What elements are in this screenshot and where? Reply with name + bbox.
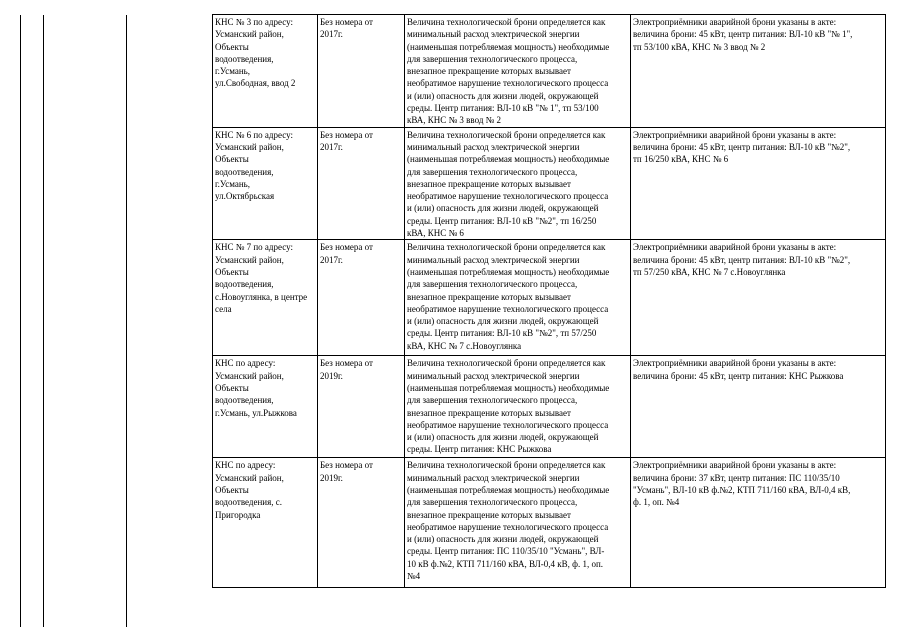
receivers-cell — [631, 15, 886, 128]
reserve-table — [212, 14, 886, 588]
table-row — [213, 15, 886, 128]
left-margin-line-2 — [43, 15, 44, 627]
description-cell — [405, 15, 631, 128]
table-row — [213, 240, 886, 356]
receivers-cell — [631, 356, 886, 458]
object-text: КНС по адресу: Усманский район, Объекты водоотведения, г.Усмань, ул.Рыжкова — [215, 358, 297, 418]
description-text: Величина технологической брони определяется как минимальный расход электрической энергии (наименьшая потребляемая мощность) необходимые для завершения технологического процесса, внезапное прекращение которых вызывает необратимое нарушение технологического процесса и (или) опасность для жизни людей, окружающей среды. Центр питания: ПС 110/35/10 "Усмань", ВЛ- 10 кВ ф.№2, КТП 711/160 кВА, ВЛ-0,4 кВ, ф. 1, оп. №4 — [407, 460, 610, 582]
left-margin-line-3 — [126, 15, 127, 627]
object-cell — [213, 356, 318, 458]
number-cell — [318, 458, 405, 588]
number-cell — [318, 356, 405, 458]
object-text: КНС по адресу: Усманский район, Объекты водоотведения, с. Пригородка — [215, 460, 284, 520]
description-text: Величина технологической брони определяется как минимальный расход электрической энергии (наименьшая потребляемая мощность) необходимые для завершения технологического процесса, внезапное прекращение которых вызывает необратимое нарушение технологического процесса и (или) опасность для жизни людей, окружающей среды. Центр питания: ВЛ-10 кВ "№ 1", тп 53/100 кВА, КНС № 3 ввод № 2 — [407, 17, 610, 126]
object-cell — [213, 127, 318, 240]
description-text: Величина технологической брони определяется как минимальный расход электрической энергии (наименьшая потребляемая мощность) необходимые для завершения технологического процесса, внезапное прекращение которых вызывает необратимое нарушение технологического процесса и (или) опасность для жизни людей, окружающей среды. Центр питания: ВЛ-10 кВ "№2", тп 16/250 кВА, КНС № 6 — [407, 129, 610, 239]
number-text: Без номера от 2017г. — [320, 129, 373, 152]
table-row — [213, 127, 886, 240]
description-cell — [405, 458, 631, 588]
table-row — [213, 458, 886, 588]
number-cell — [318, 15, 405, 128]
object-cell — [213, 240, 318, 356]
description-cell — [405, 127, 631, 240]
number-text: Без номера от 2019г. — [320, 460, 373, 483]
object-text: КНС № 3 по адресу: Усманский район, Объекты водоотведения, г.Усмань, ул.Свободная, ввод 2 — [215, 17, 296, 89]
object-text: КНС № 7 по адресу: Усманский район, Объекты водоотведения, с.Новоуглянка, в центре села — [215, 242, 308, 314]
description-text: Величина технологической брони определяется как минимальный расход электрической энергии (наименьшая потребляемая мощность) необходимые для завершения технологического процесса, внезапное прекращение которых вызывает необратимое нарушение технологического процесса и (или) опасность для жизни людей, окружающей среды. Центр питания: КНС Рыжкова — [407, 358, 610, 455]
description-cell — [405, 240, 631, 356]
receivers-cell — [631, 240, 886, 356]
object-cell — [213, 458, 318, 588]
table-row — [213, 356, 886, 458]
receivers-text: Электроприёмники аварийной брони указаны в акте: величина брони: 45 кВт, центр питания: ВЛ-10 кВ "№2", тп 57/250 кВА, КНС № 7 с.Новоуглянка — [633, 242, 851, 277]
number-cell — [318, 240, 405, 356]
number-cell — [318, 127, 405, 240]
receivers-text: Электроприёмники аварийной брони указаны в акте: величина брони: 45 кВт, центр питания: ВЛ-10 кВ "№2", тп 16/250 кВА, КНС № 6 — [633, 129, 851, 165]
receivers-cell — [631, 458, 886, 588]
receivers-text: Электроприёмники аварийной брони указаны в акте: величина брони: 45 кВт, центр питания: ВЛ-10 кВ "№ 1", тп 53/100 кВА, КНС № 3 ввод № 2 — [633, 17, 853, 52]
object-text: КНС № 6 по адресу: Усманский район, Объекты водоотведения, г.Усмань, ул.Октябрьская — [215, 129, 293, 202]
object-cell — [213, 15, 318, 128]
description-text: Величина технологической брони определяется как минимальный расход электрической энергии (наименьшая потребляемая мощность) необходимые для завершения технологического процесса, внезапное прекращение которых вызывает необратимое нарушение технологического процесса и (или) опасность для жизни людей, окружающей среды. Центр питания: ВЛ-10 кВ "№2", тп 57/250 кВА, КНС № 7 с.Новоуглянка — [407, 242, 610, 351]
receivers-text: Электроприёмники аварийной брони указаны в акте: величина брони: 37 кВт, центр питания: ПС 110/35/10 "Усмань", ВЛ-10 кВ ф.№2, КТП 711/160 кВА, ВЛ-0,4 кВ, ф. 1, оп. №4 — [633, 460, 851, 508]
left-margin-line-1 — [20, 15, 21, 627]
receivers-cell — [631, 127, 886, 240]
number-text: Без номера от 2019г. — [320, 358, 373, 381]
receivers-text: Электроприёмники аварийной брони указаны в акте: величина брони: 45 кВт, центр питания: КНС Рыжкова — [633, 358, 844, 381]
description-cell — [405, 356, 631, 458]
number-text: Без номера от 2017г. — [320, 17, 373, 40]
number-text: Без номера от 2017г. — [320, 242, 373, 265]
